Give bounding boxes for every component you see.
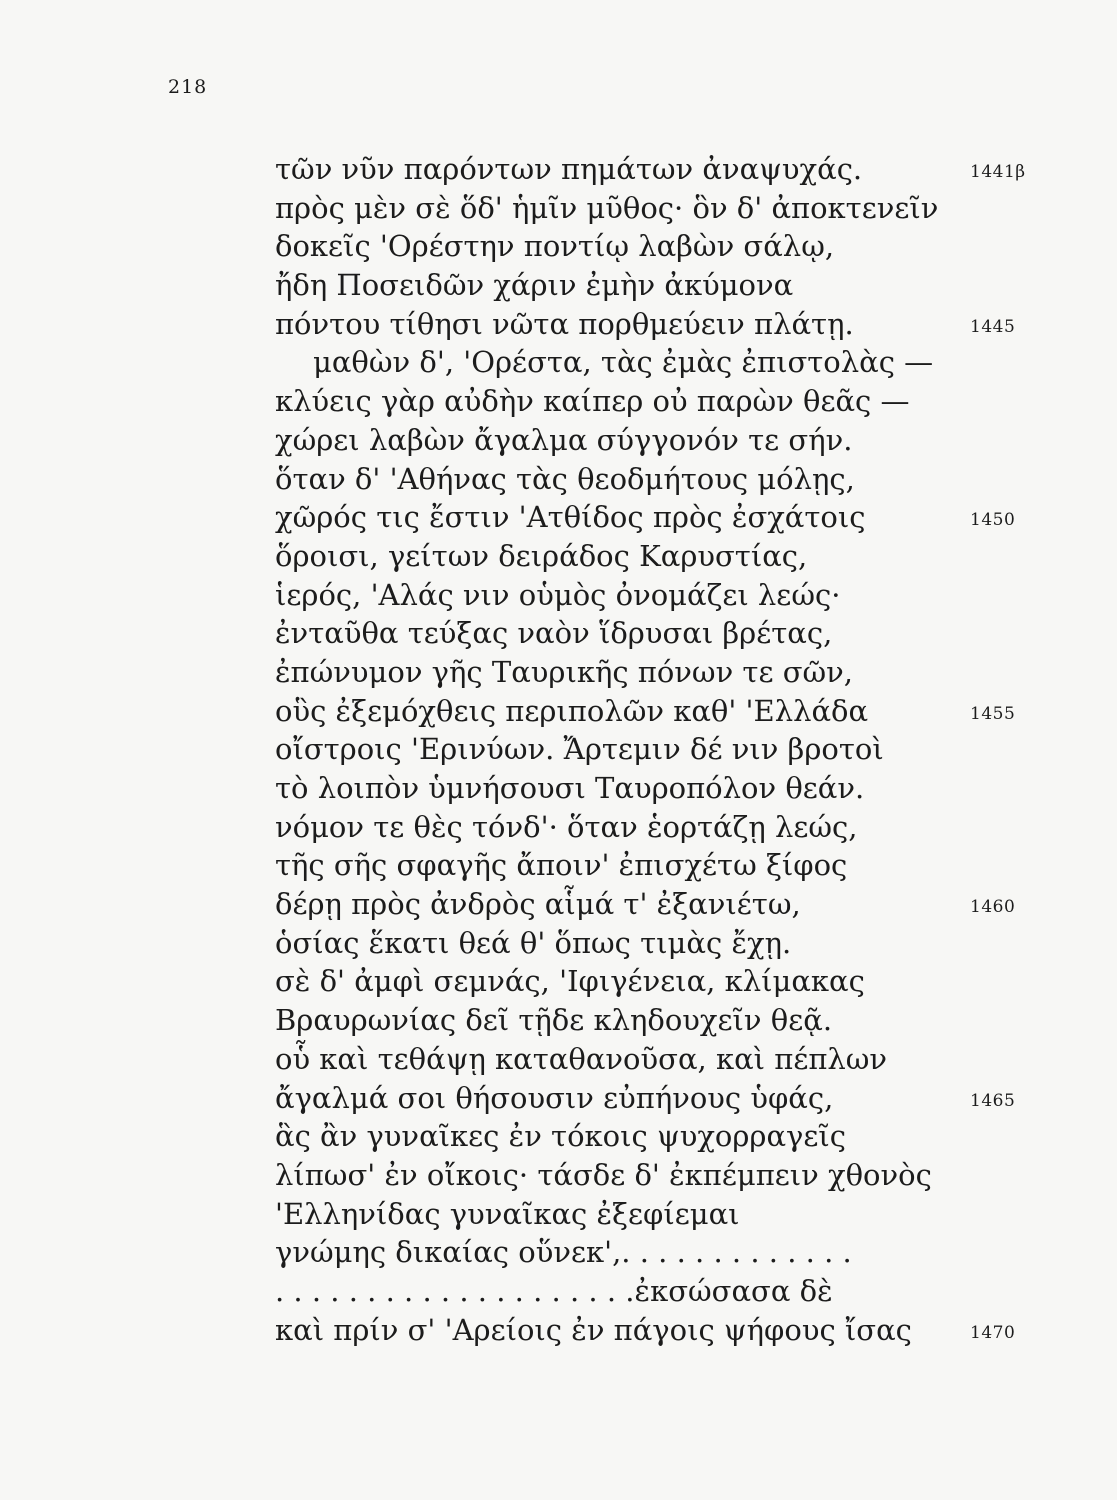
verse-line-text: ἄγαλμά σοι θήσουσιν εὐπήνους ὑφάς,: [275, 1080, 834, 1115]
line-number: 1465: [970, 1090, 1016, 1111]
line-number: 1445: [970, 316, 1016, 337]
verse-line-text: ὅταν δ' 'Αθήνας τὰς θεοδμήτους μόλῃς,: [275, 461, 855, 496]
verse-line: [275, 846, 1055, 885]
verse-line-text: οὓς ἐξεμόχθεις περιπολῶν καθ' 'Ελλάδα: [275, 693, 869, 728]
verse-line: [275, 421, 1055, 460]
verse-line: [275, 150, 1055, 189]
verse-line: [275, 1272, 1055, 1311]
verse-line-text: οἴστροις 'Ερινύων. Ἄρτεμιν δέ νιν βροτοὶ: [275, 732, 884, 767]
verse-line: [275, 885, 1055, 924]
verse-line-text: Βραυρωνίας δεῖ τῇδε κληδουχεῖν θεᾷ.: [275, 1003, 833, 1038]
verse-line: [275, 924, 1055, 963]
verse-line-text: ὁσίας ἕκατι θεά θ' ὅπως τιμὰς ἔχῃ.: [275, 925, 792, 960]
verse-line-text: πρὸς μὲν σὲ ὅδ' ἡμῖν μῦθος· ὃν δ' ἀποκτενεῖν: [275, 190, 939, 225]
verse-line: [275, 1233, 1055, 1272]
verse-line: [275, 1195, 1055, 1234]
verse-line-text: μαθὼν δ', 'Ορέστα, τὰς ἐμὰς ἐπιστολὰς —: [313, 345, 934, 380]
verse-line: [275, 227, 1055, 266]
verse-line-text: λίπωσ' ἐν οἴκοις· τάσδε δ' ἐκπέμπειν χθονὸς: [275, 1157, 932, 1192]
verse-line-text: ἐπώνυμον γῆς Ταυρικῆς πόνων τε σῶν,: [275, 654, 854, 689]
verse-line: [275, 343, 1055, 382]
verse-line-text: 'Ελληνίδας γυναῖκας ἐξεφίεμαι: [275, 1196, 740, 1231]
verse-line: [275, 305, 1055, 344]
verse-line: [275, 769, 1055, 808]
page-number: 218: [168, 76, 208, 98]
verse-line-text: πόντου τίθησι νῶτα πορθμεύειν πλάτῃ.: [275, 306, 854, 341]
verse-line: [275, 460, 1055, 499]
verse-line-text: δοκεῖς 'Ορέστην ποντίῳ λαβὼν σάλῳ,: [275, 229, 835, 264]
line-number: 1460: [970, 897, 1016, 918]
verse-line: [275, 1311, 1055, 1350]
verse-line-text: χῶρός τις ἔστιν 'Ατθίδος πρὸς ἐσχάτοις: [275, 500, 866, 535]
verse-line-text: . . . . . . . . . . . . . . . . . . . .ἐκσώσασα δὲ: [275, 1273, 833, 1308]
verse-line: [275, 537, 1055, 576]
verse-line: [275, 1079, 1055, 1118]
verse-line-text: δέρῃ πρὸς ἀνδρὸς αἷμά τ' ἐξανιέτω,: [275, 887, 801, 922]
verse-line: [275, 962, 1055, 1001]
verse-line: [275, 730, 1055, 769]
verse-line: [275, 382, 1055, 421]
verse-line: [275, 1040, 1055, 1079]
verse-line-text: νόμον τε θὲς τόνδ'· ὅταν ἑορτάζῃ λεώς,: [275, 809, 858, 844]
verse-line: [275, 498, 1055, 537]
line-number: 1455: [970, 703, 1016, 724]
verse-text-block: [275, 150, 1055, 1349]
verse-line-text: τὸ λοιπὸν ὑμνήσουσι Ταυροπόλον θεάν.: [275, 771, 865, 805]
verse-line: [275, 692, 1055, 731]
verse-line-text: τῆς σῆς σφαγῆς ἄποιν' ἐπισχέτω ξίφος: [275, 848, 848, 883]
verse-line: [275, 1001, 1055, 1040]
verse-line-text: σὲ δ' ἀμφὶ σεμνάς, 'Ιφιγένεια, κλίμακας: [275, 964, 865, 999]
verse-line: [275, 1156, 1055, 1195]
verse-line: [275, 1117, 1055, 1156]
verse-line-text: ἤδη Ποσειδῶν χάριν ἐμὴν ἀκύμονα: [275, 268, 794, 303]
verse-line-text: ἐνταῦθα τεύξας ναὸν ἵδρυσαι βρέτας,: [275, 616, 833, 651]
verse-line-text: γνώμης δικαίας οὕνεκ',. . . . . . . . . . . . .: [275, 1235, 852, 1270]
verse-line-text: χώρει λαβὼν ἄγαλμα σύγγονόν τε σήν.: [275, 422, 853, 457]
verse-line-text: ἃς ἂν γυναῖκες ἐν τόκοις ψυχορραγεῖς: [275, 1119, 847, 1154]
verse-line: [275, 576, 1055, 615]
verse-line: [275, 266, 1055, 305]
line-number: 1441β: [970, 162, 1026, 182]
verse-line-text: τῶν νῦν παρόντων πημάτων ἀναψυχάς.: [275, 152, 863, 186]
verse-line-text: ὅροισι, γείτων δειράδος Καρυστίας,: [275, 538, 808, 573]
verse-line: [275, 653, 1055, 692]
verse-line: [275, 808, 1055, 847]
verse-line: [275, 614, 1055, 653]
verse-line: [275, 189, 1055, 228]
verse-line-text: οὗ καὶ τεθάψῃ καταθανοῦσα, καὶ πέπλων: [275, 1041, 888, 1076]
verse-line-text: κλύεις γὰρ αὐδὴν καίπερ οὐ παρὼν θεᾶς —: [275, 384, 910, 419]
line-number: 1450: [970, 510, 1016, 531]
verse-line-text: καὶ πρίν σ' 'Αρείοις ἐν πάγοις ψήφους ἴσας: [275, 1312, 912, 1347]
verse-line-text: ἱερός, 'Αλάς νιν οὑμὸς ὀνομάζει λεώς·: [275, 577, 841, 612]
line-number: 1470: [970, 1322, 1016, 1343]
